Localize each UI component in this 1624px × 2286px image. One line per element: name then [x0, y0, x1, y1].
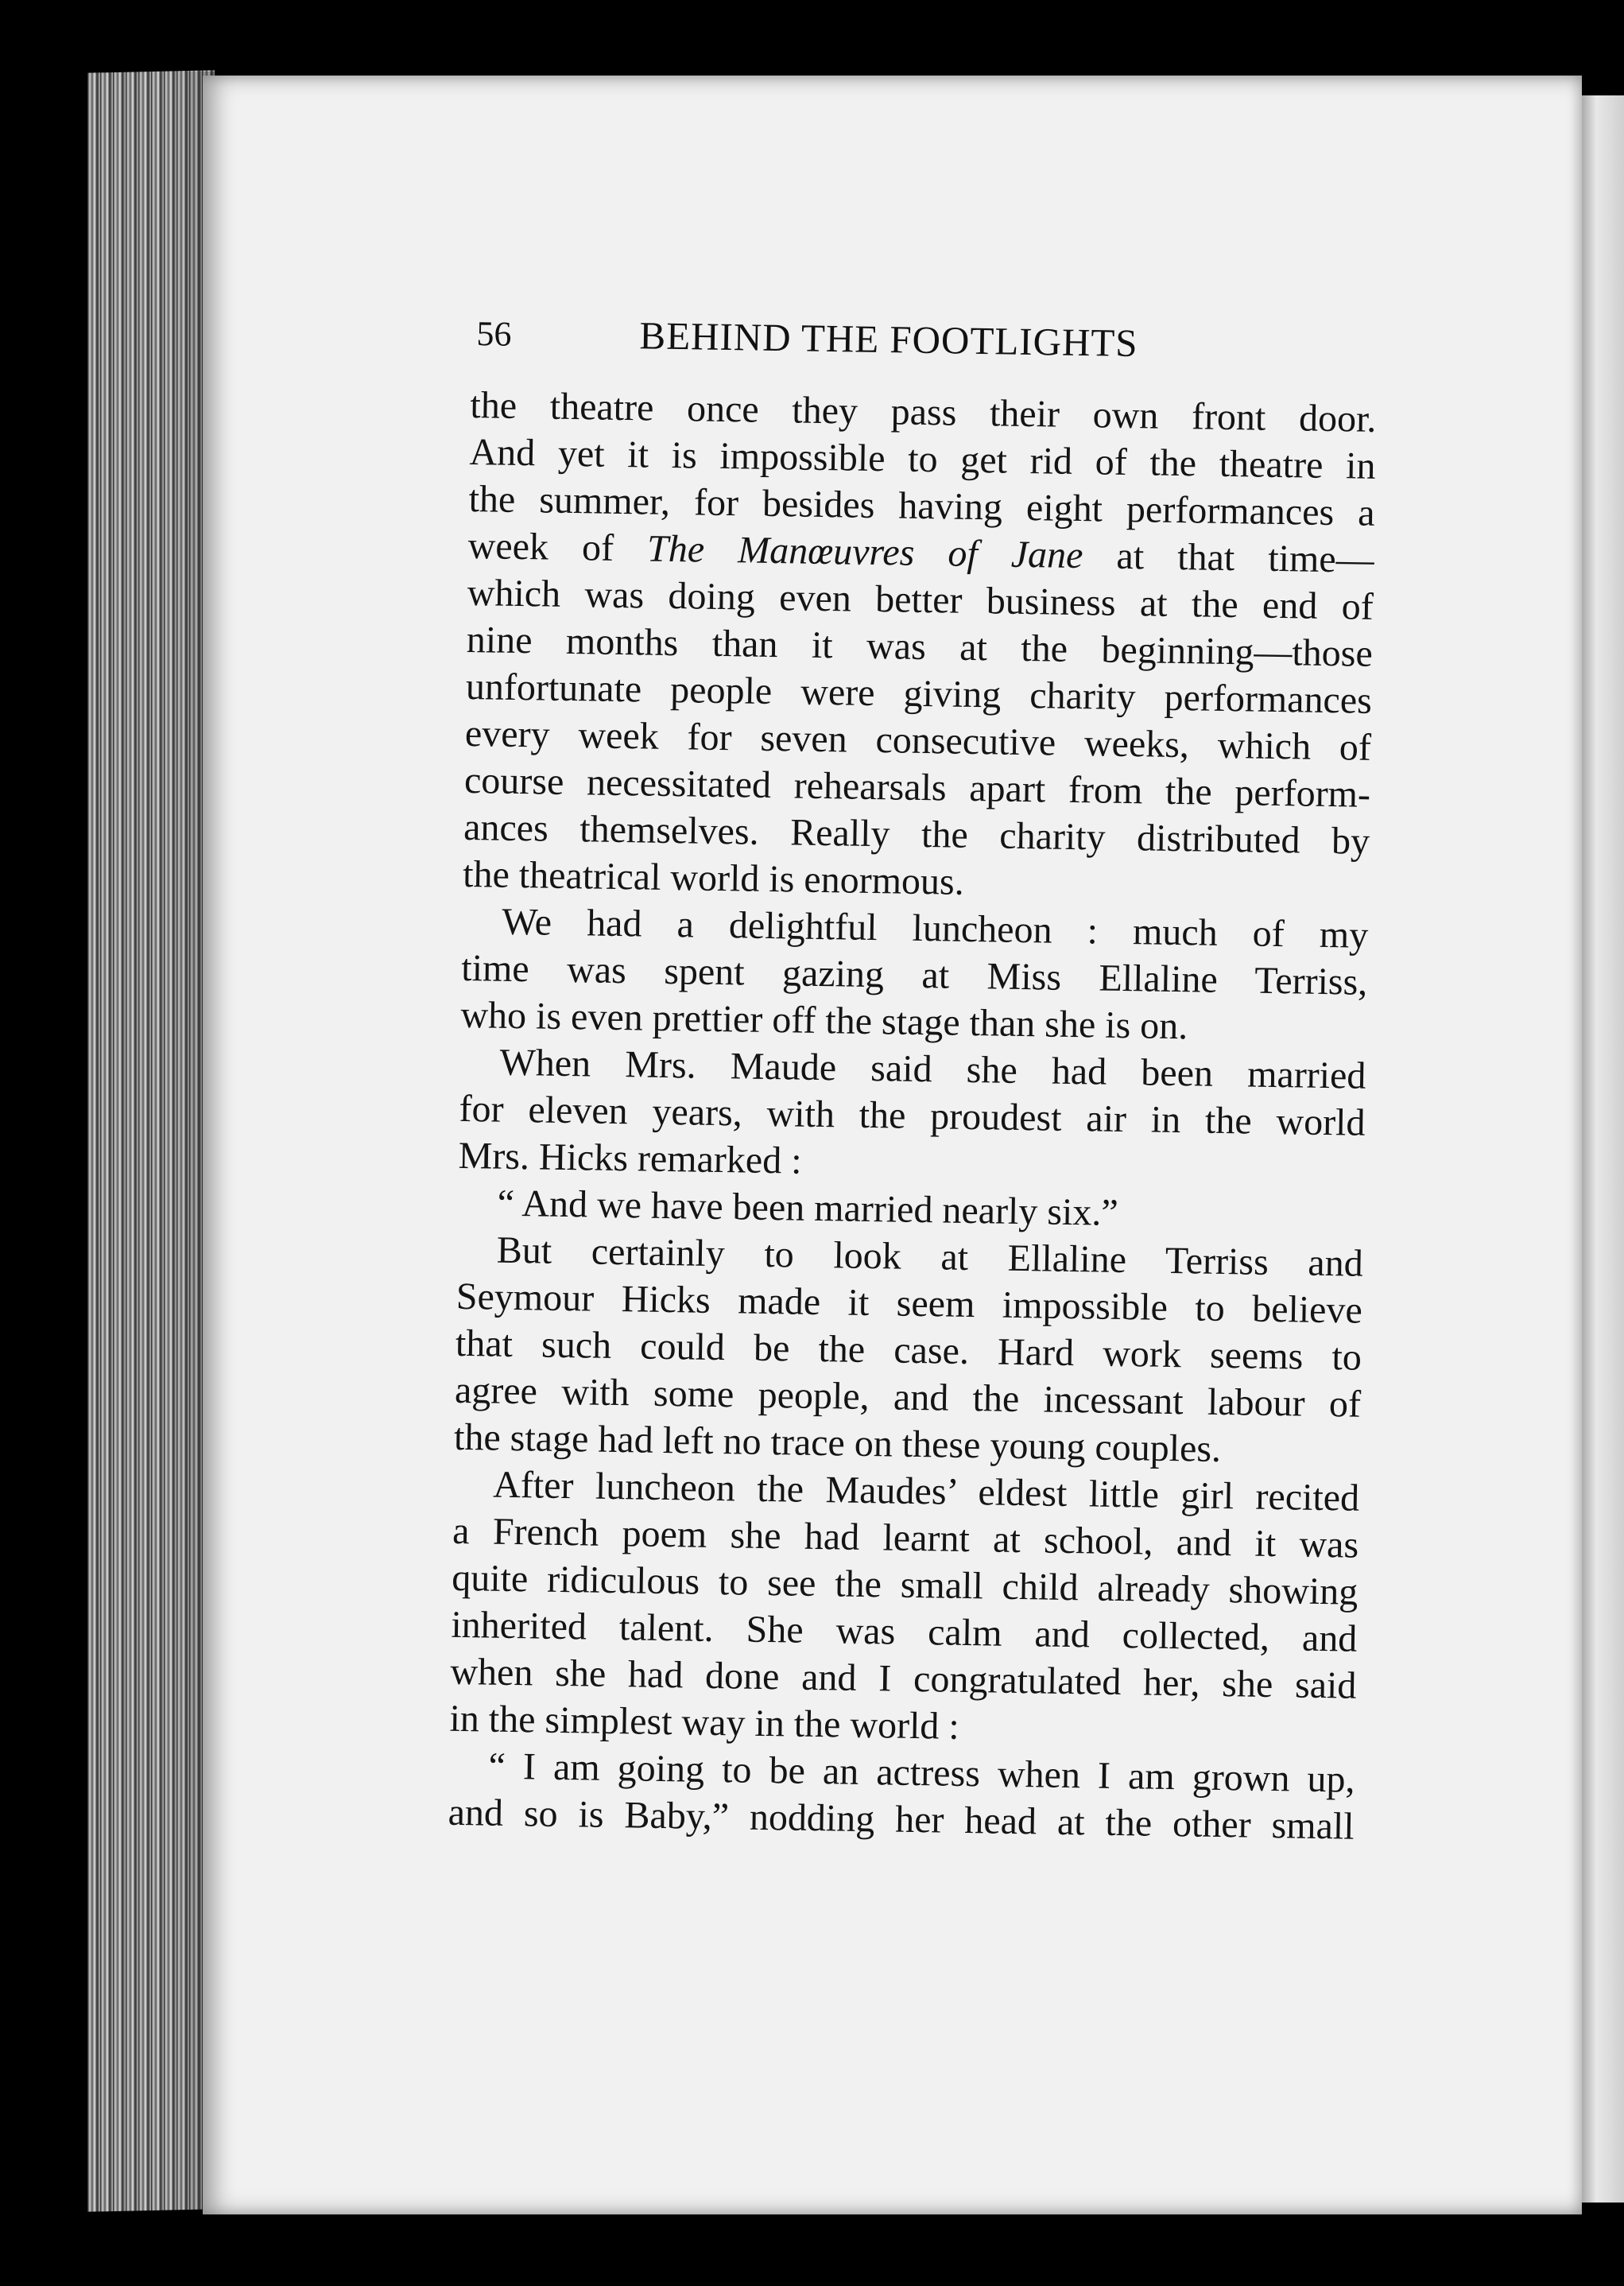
text-line: ances themselves. Really the charity distributed by — [463, 805, 1370, 863]
page-number: 56 — [476, 313, 512, 354]
text-line: every week for seven consecutive weeks, which of — [464, 712, 1372, 769]
text-line: Seymour Hicks made it seem impossible to believe — [455, 1275, 1363, 1332]
next-page-edge — [1578, 95, 1624, 2203]
text-line: “ And we have been married nearly six.” — [497, 1182, 1119, 1234]
text-line: We had a delightful luncheon : much of my — [501, 900, 1369, 957]
text-segment: week of — [467, 524, 648, 570]
text-line: But certainly to look at Ellaline Terriss and — [496, 1228, 1364, 1285]
text-line: the theatrical world is enormous. — [462, 852, 965, 903]
text-line: After luncheon the Maudes’ eldest little girl recited — [492, 1463, 1360, 1519]
text-line: the theatre once they pass their own front door. — [470, 383, 1377, 441]
text-line: the stage had left no trace on these young couples. — [453, 1415, 1222, 1470]
text-line: who is even prettier off the stage than she is on. — [460, 993, 1188, 1048]
text-line: the summer, for besides having eight performances a — [468, 477, 1375, 534]
italic-title: The Manœuvres of Jane — [646, 527, 1083, 577]
text-line: time was spent gazing at Miss Ellaline Terriss, — [460, 946, 1368, 1003]
text-line: And yet it is impossible to get rid of the theatre in — [469, 430, 1376, 487]
text-line: and so is Baby,” nodding her head at the other small — [448, 1791, 1355, 1848]
text-line: When Mrs. Maude said she had been married — [499, 1041, 1366, 1097]
text-line: unfortunate people were giving charity performances — [465, 665, 1373, 722]
body-text — [448, 382, 1377, 1850]
text-line: which was doing even better business at the end of — [467, 571, 1374, 628]
running-title: BEHIND THE FOOTLIGHTS — [639, 313, 1139, 366]
text-line: when she had done and I congratulated her, she said — [450, 1650, 1357, 1707]
text-line: for eleven years, with the proudest air in the world — [459, 1087, 1366, 1144]
text-line: that such could be the case. Hard work seems to — [455, 1322, 1362, 1379]
text-line: quite ridiculous to see the small child already showing — [451, 1556, 1359, 1613]
text-line: nine months than it was at the beginning—those — [466, 618, 1374, 675]
text-segment: at that time— — [1083, 534, 1375, 581]
text-line: inherited talent. She was calm and collected, and — [451, 1603, 1358, 1660]
text-line: “ I am going to be an actress when I am grown up, — [488, 1745, 1355, 1801]
text-line: agree with some people, and the incessant labour of — [454, 1368, 1362, 1426]
text-line: Mrs. Hicks remarked : — [458, 1134, 802, 1182]
text-line: in the simplest way in the world : — [449, 1697, 960, 1748]
text-line: course necessitated rehearsals apart from the perform- — [463, 759, 1371, 816]
text-line: a French poem she had learnt at school, and it was — [452, 1509, 1359, 1566]
